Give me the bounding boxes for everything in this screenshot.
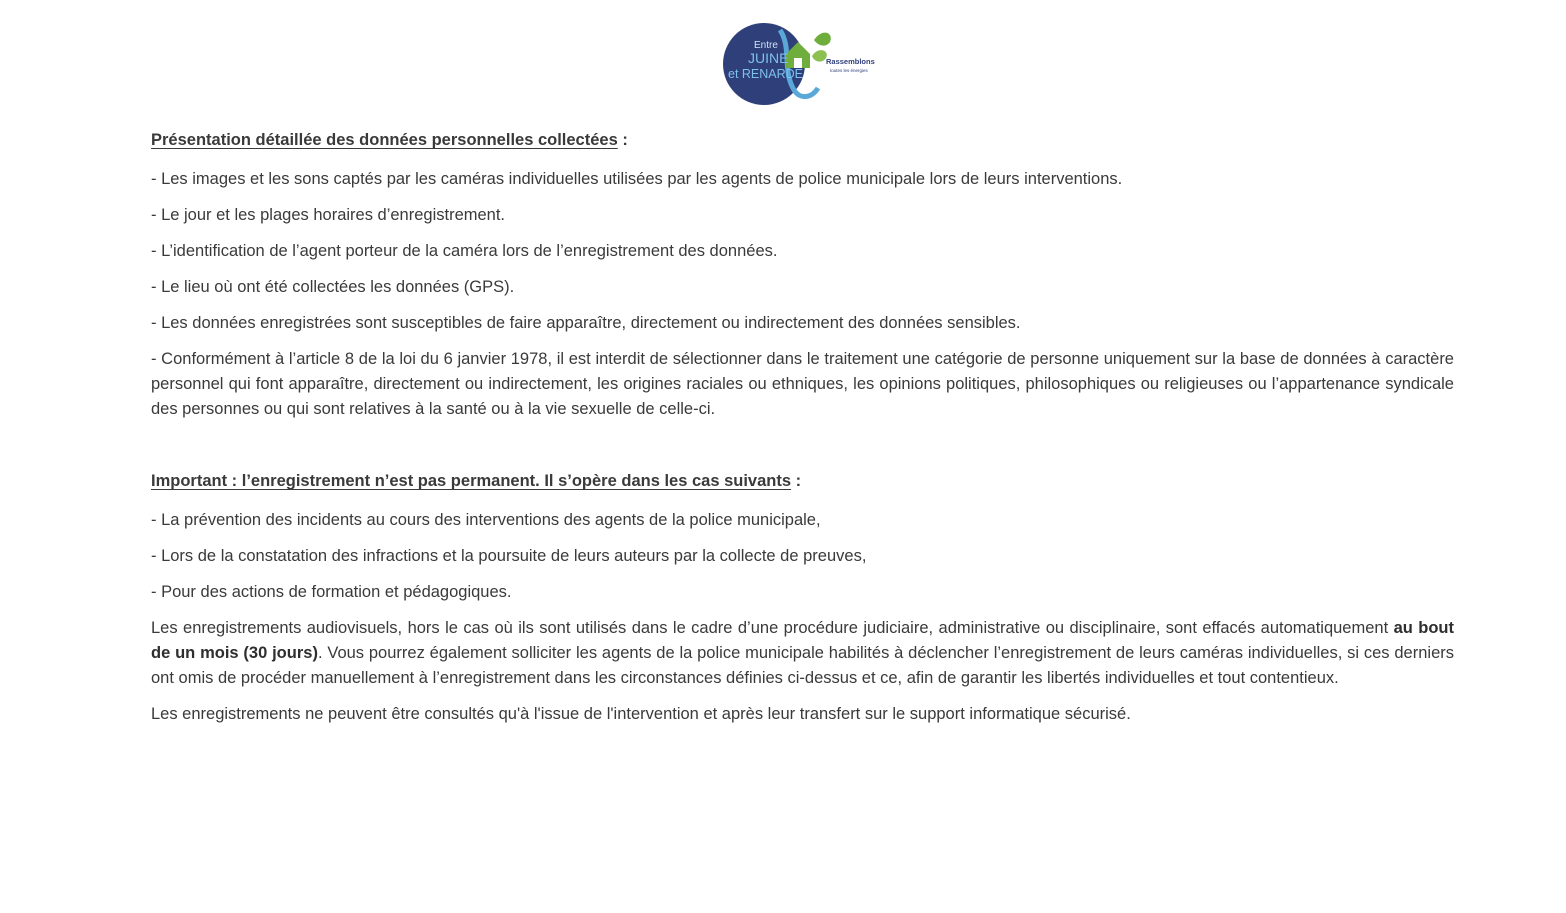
- section-spacer: [151, 433, 1454, 469]
- list-item: - L’identification de l’agent porteur de la caméra lors de l’enregistrement des données.: [151, 242, 778, 260]
- section2-heading: [151, 469, 1454, 494]
- logo-graphic: [722, 18, 902, 110]
- logo-text-line1: Entre: [754, 40, 778, 51]
- section1-heading-suffix: :: [617, 131, 628, 149]
- list-item: - Les données enregistrées sont susceptibles de faire apparaître, directement ou indirectement des données sensibles.: [151, 314, 1021, 332]
- logo-leaf-icon: [814, 33, 831, 46]
- list-item: - Le lieu où ont été collectées les données (GPS).: [151, 278, 515, 296]
- list-item: - Lors de la constatation des infractions et la poursuite de leurs auteurs par la collecte de preuves,: [151, 547, 867, 565]
- list-item: - Conformément à l’article 8 de la loi du 6 janvier 1978, il est interdit de sélectionner dans le traitement une catégorie de personne uniquement sur la base de données à caractère personnel qui font apparaître, directement ou indirectement, les origines raciales ou ethniques, les opinions politiques, philosophiques ou religieuses ou l’appartenance syndicale des personnes ou qui sont relatives à la santé ou à la vie sexuelle de celle-ci.: [151, 350, 1454, 418]
- logo-text-line2: JUINE: [748, 50, 789, 66]
- document-body: [151, 128, 1454, 738]
- list-item: - Le jour et les plages horaires d’enregistrement.: [151, 206, 506, 224]
- retention-paragraph: [151, 616, 1454, 691]
- retention-text-after: . Vous pourrez également solliciter les agents de la police municipale habilités à déclencher l’enregistrement de leurs caméras individuelles, si ces derniers ont omis de procéder manuellement à l’enregistrement dans les circonstances définies ci-dessus et ce, afin de garantir les libertés individuelles et tout contentieux.: [151, 644, 1454, 687]
- section1-heading: [151, 128, 1454, 153]
- logo-subtagline: toutes les énergies: [830, 68, 868, 73]
- section1-heading-text: Présentation détaillée des données personnelles collectées: [151, 131, 618, 149]
- section2-heading-text: Important : l’enregistrement n’est pas permanent. Il s’opère dans les cas suivants: [151, 472, 792, 490]
- logo-text-line3: et RENARDE: [728, 67, 804, 81]
- logo: [722, 18, 902, 110]
- list-item: - Les images et les sons captés par les caméras individuelles utilisées par les agents de police municipale lors de leurs interventions.: [151, 170, 1123, 188]
- section2-heading-suffix: :: [791, 472, 802, 490]
- list-item: - Pour des actions de formation et pédagogiques.: [151, 583, 512, 601]
- retention-duration: au bout de un mois (30 jours): [151, 619, 1454, 662]
- list-item: - La prévention des incidents au cours des interventions des agents de la police municipale,: [151, 511, 821, 529]
- logo-tagline: Rassemblons: [826, 57, 875, 66]
- logo-leaf-icon: [812, 50, 827, 62]
- consultation-paragraph: Les enregistrements ne peuvent être consultés qu'à l'issue de l'intervention et après leur transfert sur le support informatique sécurisé.: [151, 705, 1131, 723]
- retention-text-before: Les enregistrements audiovisuels, hors le cas où ils sont utilisés dans le cadre d’une procédure judiciaire, administrative ou disciplinaire, sont effacés automatiquement: [151, 619, 1394, 637]
